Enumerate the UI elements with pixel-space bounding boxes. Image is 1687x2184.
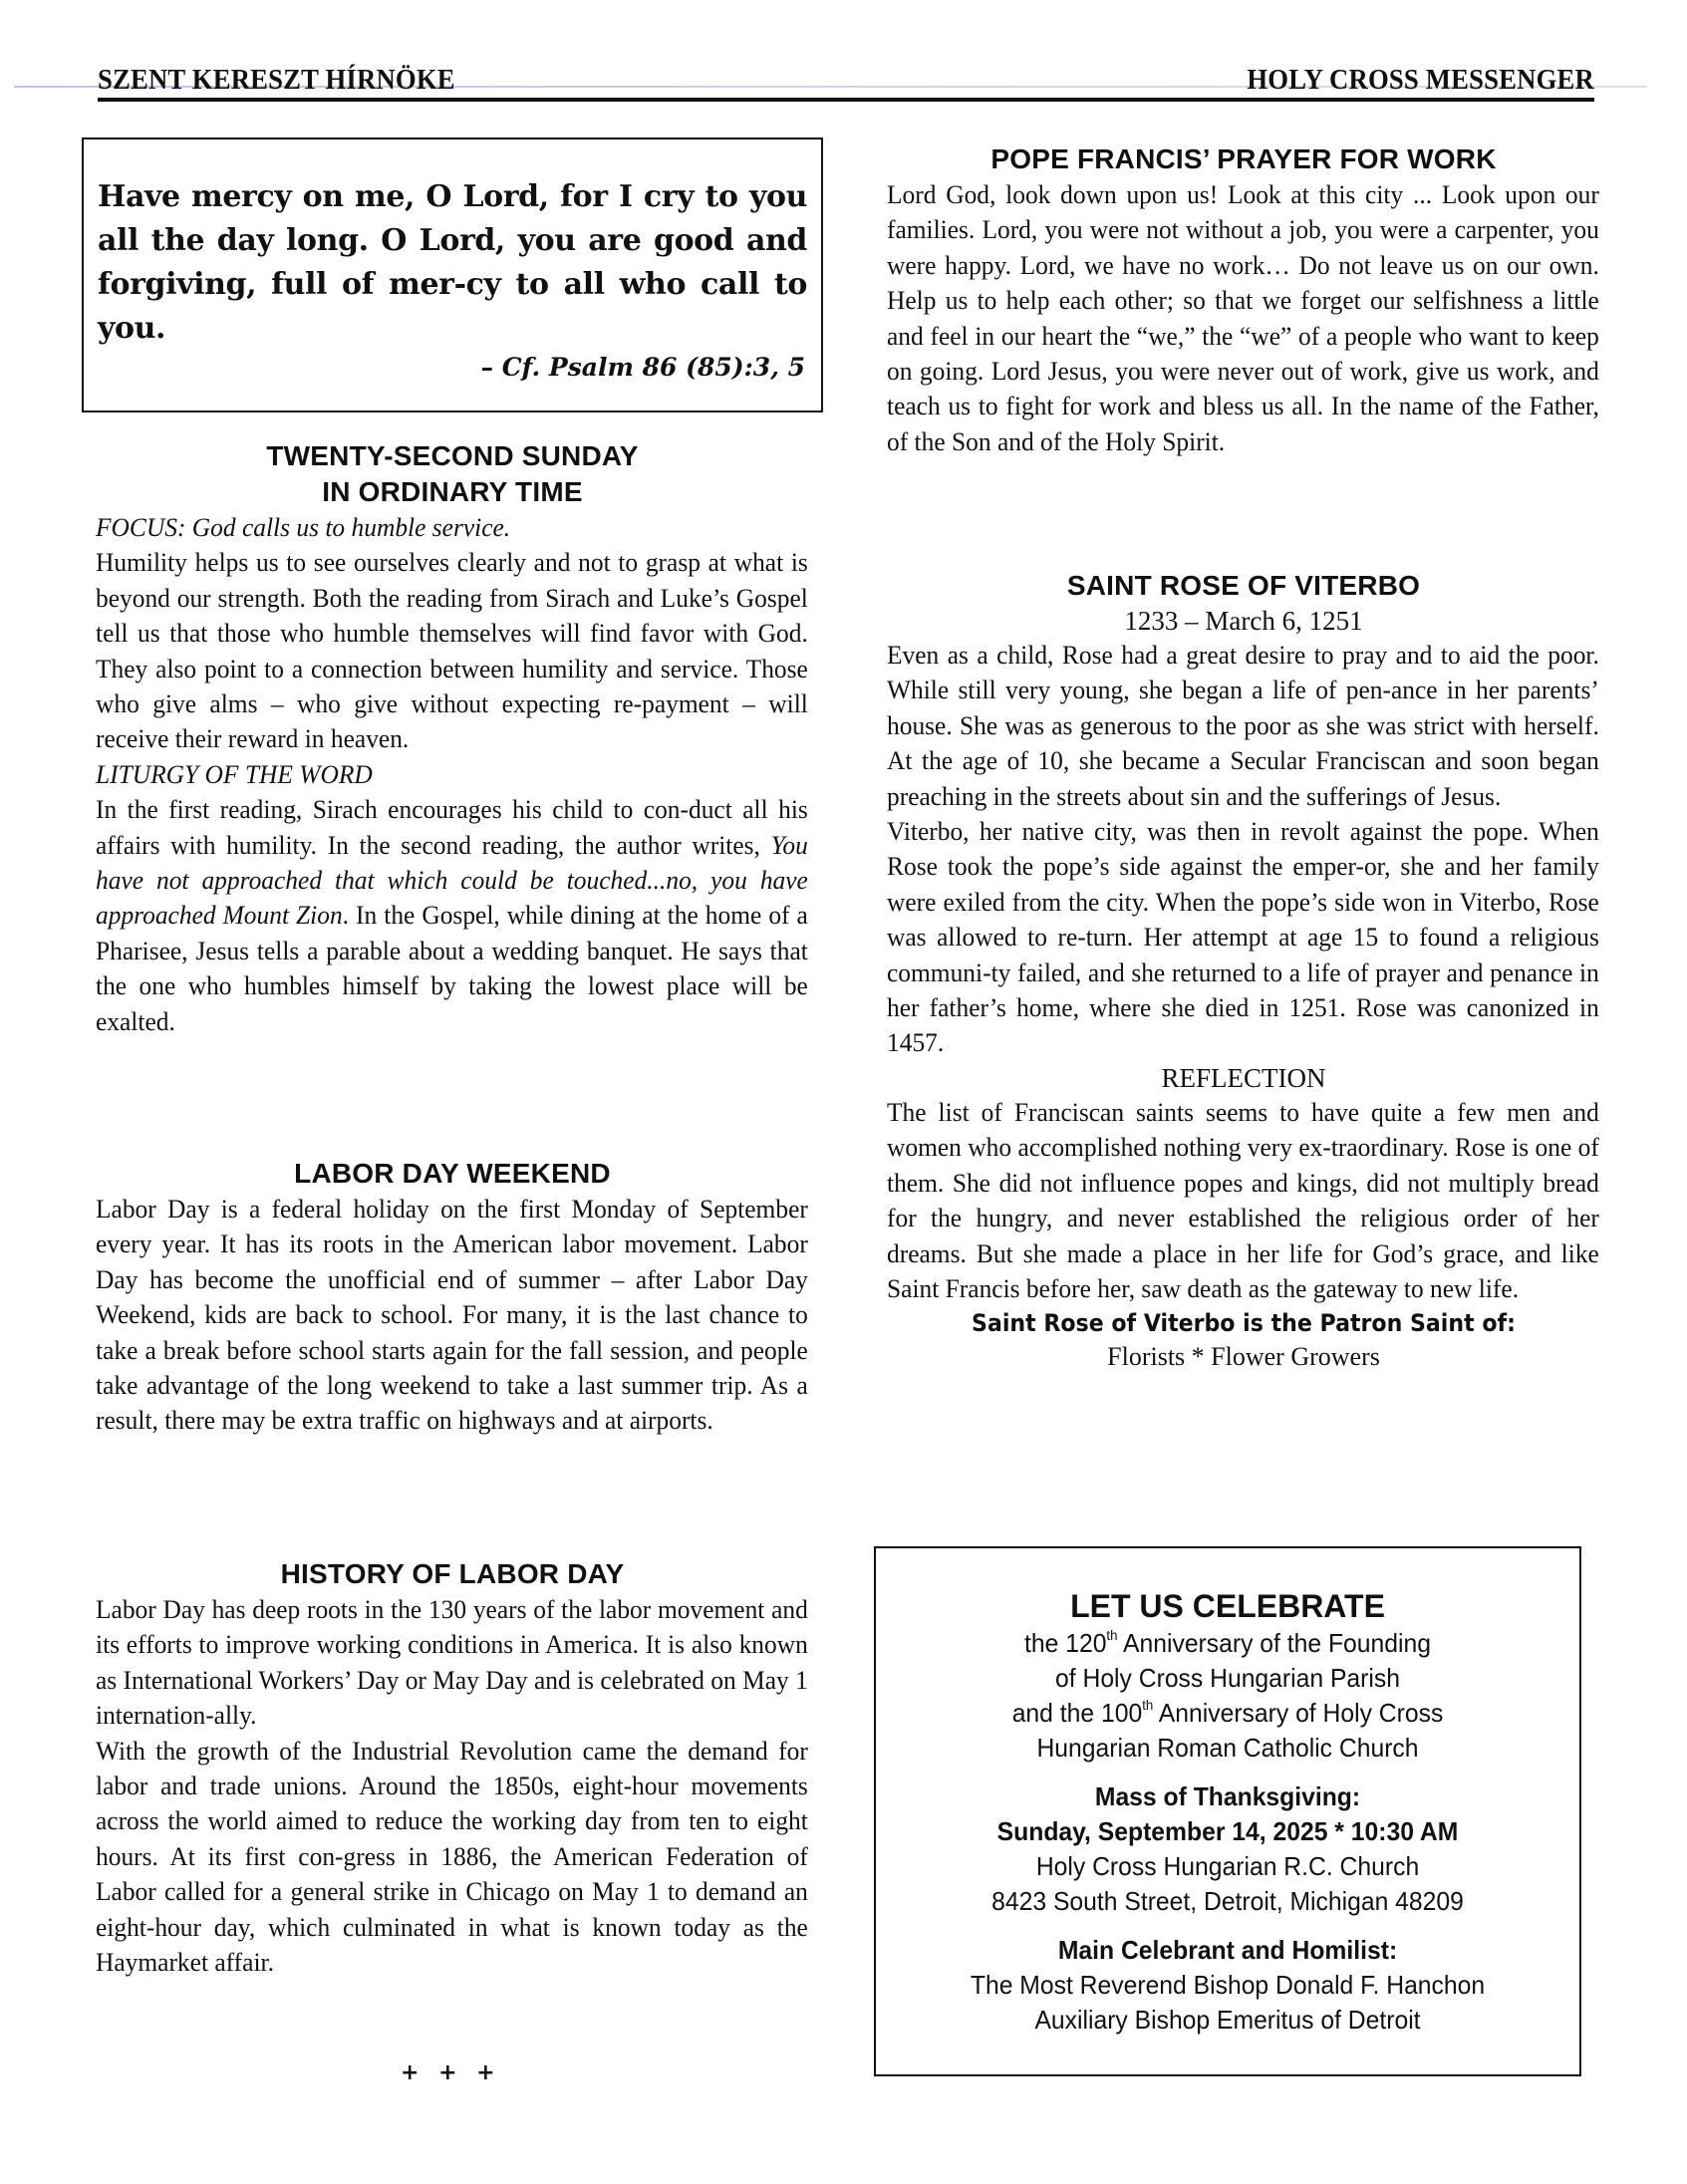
saint-para1: Even as a child, Rose had a great desire to pray and to aid the poor. While still very young, she began a life of pen-ance in her parents’ house. She was as generous to the poor as she was strict with herself. At the age of 10, she became a Secular Franciscan and soon began preaching in the streets about sin and the sufferings of Jesus. — [887, 640, 1599, 811]
labor-weekend-section — [96, 1156, 809, 1439]
celebration-announcement-box — [874, 1546, 1581, 2076]
celebrant-title: Auxiliary Bishop Emeritus of Detroit — [1034, 2005, 1421, 2035]
psalm-quote-text: Have mercy on me, O Lord, for I cry to you all the day long. O Lord, you are good and forgiving, full of mer-cy to all who call to you. — [98, 179, 807, 346]
celebrant-name: The Most Reverend Bishop Donald F. Hanchon — [970, 1970, 1486, 2000]
mass-datetime: Sunday, September 14, 2025 * 10:30 AM — [996, 1816, 1459, 1846]
saint-heading: SAINT ROSE OF VITERBO — [1066, 570, 1421, 601]
prayer-section — [887, 141, 1600, 459]
mass-label: Mass of Thanksgiving: — [1094, 1781, 1361, 1811]
liturgy-text — [96, 792, 808, 1039]
cross-ornament-icon: + + + — [401, 2060, 501, 2085]
labor-history-para1: Labor Day has deep roots in the 130 years of the labor movement and its efforts to improve working conditions in America. It is also known as International Workers’ Day or May Day and is celebrated on May 1 internation-ally. — [96, 1594, 808, 1731]
prayer-text: Lord God, look down upon us! Look at this city ... Look upon our families. Lord, you were not without a job, you were a carpenter, you were happy. Lord, we have no work… Do not leave us on our own. Help us to help each other; so that we forget our selfishness a little and feel in our heart the “we,” the “we” of a people who want to keep on going. Lord Jesus, you were never out of work, give us work, and teach us to fight for work and bless us all. In the name of the Father, of the Son and of the Holy Spirit. — [887, 179, 1599, 456]
celebrate-line2: of Holy Cross Hungarian Parish — [1055, 1663, 1400, 1693]
sunday-heading-line2: IN ORDINARY TIME — [322, 476, 583, 507]
header-thick-rule — [98, 98, 1594, 102]
sunday-intro: Humility helps us to see ourselves clearly and not to grasp at what is beyond our strength. Both the reading from Sirach and Luke’s Gospel tell us that those who humble themselves will find favor with God. They also point to a connection between humility and service. Those who give alms – who give without expecting re-payment – will receive their reward in heaven. — [96, 547, 808, 754]
liturgy-scripture-quote: You have not approached that which could be touched...no, you have approached Mount Zion — [96, 829, 808, 931]
celebrate-line1-sup: th — [1106, 1627, 1118, 1644]
prayer-heading: POPE FRANCIS’ PRAYER FOR WORK — [990, 143, 1497, 174]
celebrate-line1 — [894, 1626, 1562, 1661]
patron-title: Saint Rose of Viterbo is the Patron Saint of: — [972, 1309, 1516, 1338]
reflection-label: REFLECTION — [1161, 1062, 1326, 1093]
reflection-text: The list of Franciscan saints seems to have quite a few men and women who accomplished nothing very ex-traordinary. Rose is one of them. She did not influence popes and kings, did not multiply bread for the hungry, and never established the religious order of her dreams. But she made a place in her life for God’s grace, and like Saint Francis before her, saw death as the gateway to new life. — [887, 1096, 1599, 1303]
liturgy-text-b: . In the Gospel, while dining at the home of a Pharisee, Jesus tells a parable about a wedding banquet. He says that the one who humbles himself by taking the lowest place will be exalted. — [96, 900, 808, 1036]
sunday-focus: FOCUS: God calls us to humble service. — [96, 512, 511, 542]
labor-weekend-heading: LABOR DAY WEEKEND — [294, 1158, 611, 1189]
labor-history-para2: With the growth of the Industrial Revolution came the demand for labor and trade unions. Around the 1850s, eight-hour movements across the world aimed to reduce the working day from ten to eight hours. At its first con-gress in 1886, the American Federation of Labor called for a general strike in Chicago on May 1 to demand an eight-hour day, which culminated in what is known today as the Haymarket affair. — [96, 1735, 808, 1978]
saint-dates: 1233 – March 6, 1251 — [1124, 606, 1363, 636]
patron-list: Florists * Flower Growers — [1107, 1342, 1380, 1372]
celebrate-line1-post: Anniversary of the Founding — [1117, 1628, 1431, 1658]
celebrate-line3-post: Anniversary of Holy Cross — [1153, 1698, 1444, 1728]
celebrate-line3 — [894, 1696, 1562, 1731]
celebrant-label: Main Celebrant and Homilist: — [1057, 1935, 1398, 1965]
celebrate-line3-pre: and the 100 — [1011, 1698, 1143, 1728]
church-name: Holy Cross Hungarian R.C. Church — [1035, 1851, 1420, 1881]
header-title-hungarian: SZENT KERESZT HÍRNÖKE — [98, 64, 455, 96]
celebrate-title: LET US CELEBRATE — [1070, 1588, 1385, 1624]
labor-history-section — [96, 1556, 809, 1980]
saint-para2: Viterbo, her native city, was then in revolt against the pope. When Rose took the pope’s side against the emper-or, she and her family were exiled from the city. When the pope’s side won in Viterbo, Rose was allowed to re-turn. Her attempt at age 15 to found a religious communi-ty failed, and she returned to a life of prayer and penance in her father’s home, where she died in 1251. Rose was canonized in 1457. — [887, 816, 1599, 1058]
labor-weekend-text: Labor Day is a federal holiday on the first Monday of September every year. It has its roots in the American labor movement. Labor Day has become the unofficial end of summer – after Labor Day Weekend, kids are back to school. For many, it is the last chance to take a break before school starts again for the fall session, and people take advantage of the long weekend to take a last summer trip. As a result, there may be extra traffic on highways and at airports. — [96, 1194, 808, 1436]
page-header — [0, 62, 1687, 106]
liturgy-label: LITURGY OF THE WORD — [96, 758, 373, 789]
church-address: 8423 South Street, Detroit, Michigan 48209 — [991, 1886, 1464, 1916]
celebrate-line1-pre: the 120 — [1024, 1628, 1107, 1658]
celebrate-line4: Hungarian Roman Catholic Church — [1036, 1733, 1419, 1763]
header-title-english: HOLY CROSS MESSENGER — [1247, 64, 1594, 96]
saint-section — [887, 568, 1600, 1374]
labor-history-heading: HISTORY OF LABOR DAY — [280, 1558, 625, 1589]
sunday-section — [96, 438, 809, 1039]
sunday-heading-line1: TWENTY-SECOND SUNDAY — [266, 440, 639, 471]
psalm-quote-box — [82, 137, 823, 412]
celebrate-line3-sup: th — [1142, 1697, 1154, 1714]
psalm-citation: – Cf. Psalm 86 (85):3, 5 — [480, 353, 805, 382]
liturgy-text-a: In the first reading, Sirach encourages his child to con-duct all his affairs with humility. In the second reading, the author writes, — [96, 794, 808, 860]
